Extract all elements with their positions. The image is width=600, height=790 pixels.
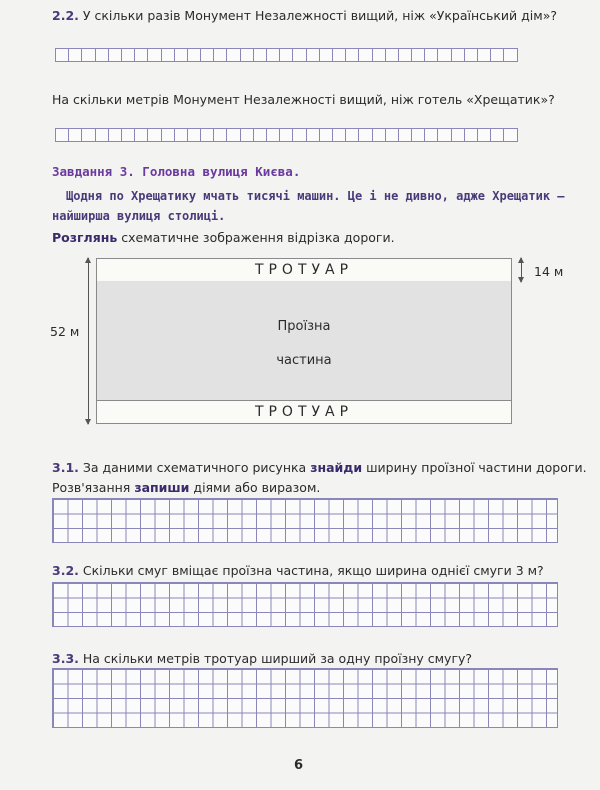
answer-cell[interactable] bbox=[95, 48, 109, 62]
answer-cell[interactable] bbox=[372, 128, 386, 142]
answer-cell[interactable] bbox=[55, 128, 69, 142]
question-2-2 bbox=[52, 8, 557, 23]
story-line-2: найширша вулиця столиці. bbox=[52, 209, 226, 223]
keyword-write: запиши bbox=[134, 480, 190, 495]
keyword-find: знайди bbox=[310, 460, 363, 475]
answer-cell[interactable] bbox=[464, 48, 478, 62]
answer-cell[interactable] bbox=[174, 128, 188, 142]
answer-cell[interactable] bbox=[68, 128, 82, 142]
answer-cell[interactable] bbox=[279, 48, 293, 62]
answer-cell[interactable] bbox=[226, 128, 240, 142]
answer-grid-3-1[interactable] bbox=[52, 498, 558, 543]
question-text: Скільки смуг вміщає проїзна частина, якщо ширина однієї смуги 3 м? bbox=[78, 563, 544, 578]
answer-cell[interactable] bbox=[477, 48, 491, 62]
instruction bbox=[52, 230, 395, 245]
answer-cell[interactable] bbox=[437, 48, 451, 62]
carriageway-label-1: Проїзна bbox=[277, 319, 331, 334]
answer-cell[interactable] bbox=[55, 48, 69, 62]
task-title: Завдання 3. Головна вулиця Києва. bbox=[52, 164, 301, 179]
question-text: За даними схематичного рисунка bbox=[78, 460, 311, 475]
question-text: Розв'язання bbox=[52, 480, 135, 495]
answer-cell[interactable] bbox=[81, 128, 95, 142]
answer-cell[interactable] bbox=[451, 128, 465, 142]
answer-cells-1[interactable] bbox=[56, 48, 518, 62]
answer-cell[interactable] bbox=[358, 128, 372, 142]
answer-cell[interactable] bbox=[187, 128, 201, 142]
question-3-1 bbox=[52, 460, 587, 475]
answer-cell[interactable] bbox=[464, 128, 478, 142]
answer-cell[interactable] bbox=[187, 48, 201, 62]
answer-cell[interactable] bbox=[411, 128, 425, 142]
answer-cell[interactable] bbox=[319, 48, 333, 62]
answer-cell[interactable] bbox=[332, 48, 346, 62]
answer-cell[interactable] bbox=[213, 48, 227, 62]
answer-cell[interactable] bbox=[345, 128, 359, 142]
question-number: 3.1. bbox=[52, 460, 79, 475]
answer-cell[interactable] bbox=[213, 128, 227, 142]
answer-cell[interactable] bbox=[490, 48, 504, 62]
answer-cell[interactable] bbox=[503, 128, 517, 142]
answer-cell[interactable] bbox=[226, 48, 240, 62]
sidewalk-width-label: 14 м bbox=[534, 264, 564, 279]
answer-cell[interactable] bbox=[161, 128, 175, 142]
road-diagram bbox=[96, 258, 512, 424]
question-2-2-b: На скільки метрів Монумент Незалежності вищий, ніж готель «Хрещатик»? bbox=[52, 92, 555, 107]
answer-cell[interactable] bbox=[121, 48, 135, 62]
question-text: На скільки метрів тротуар ширший за одну проїзну смугу? bbox=[78, 651, 473, 666]
answer-cell[interactable] bbox=[95, 128, 109, 142]
answer-cell[interactable] bbox=[437, 128, 451, 142]
answer-cell[interactable] bbox=[385, 128, 399, 142]
answer-cell[interactable] bbox=[240, 128, 254, 142]
answer-cell[interactable] bbox=[477, 128, 491, 142]
answer-cell[interactable] bbox=[253, 128, 267, 142]
answer-cell[interactable] bbox=[319, 128, 333, 142]
question-text: діями або виразом. bbox=[189, 480, 321, 495]
answer-grid-3-2[interactable] bbox=[52, 582, 558, 627]
answer-cell[interactable] bbox=[490, 128, 504, 142]
answer-cell[interactable] bbox=[451, 48, 465, 62]
answer-cell[interactable] bbox=[358, 48, 372, 62]
question-number: 3.3. bbox=[52, 651, 79, 666]
answer-cell[interactable] bbox=[253, 48, 267, 62]
question-text: ширину проїзної частини дороги. bbox=[362, 460, 587, 475]
answer-cell[interactable] bbox=[398, 128, 412, 142]
answer-cell[interactable] bbox=[147, 48, 161, 62]
answer-cell[interactable] bbox=[279, 128, 293, 142]
answer-cell[interactable] bbox=[424, 128, 438, 142]
answer-cell[interactable] bbox=[200, 48, 214, 62]
sidewalk-width-arrow bbox=[521, 258, 522, 282]
question-number: 3.2. bbox=[52, 563, 79, 578]
answer-cell[interactable] bbox=[200, 128, 214, 142]
total-width-label: 52 м bbox=[50, 324, 80, 339]
answer-cell[interactable] bbox=[385, 48, 399, 62]
answer-cell[interactable] bbox=[240, 48, 254, 62]
answer-cell[interactable] bbox=[161, 48, 175, 62]
total-width-arrow bbox=[88, 258, 89, 424]
instruction-text: схематичне зображення відрізка дороги. bbox=[117, 230, 395, 245]
answer-cell[interactable] bbox=[108, 128, 122, 142]
answer-cells-2[interactable] bbox=[56, 128, 518, 142]
answer-cell[interactable] bbox=[292, 48, 306, 62]
answer-cell[interactable] bbox=[411, 48, 425, 62]
page-number: 6 bbox=[294, 758, 304, 773]
question-text: У скільки разів Монумент Незалежності вищий, ніж «Український дім»? bbox=[82, 8, 557, 23]
answer-cell[interactable] bbox=[174, 48, 188, 62]
answer-cell[interactable] bbox=[372, 48, 386, 62]
answer-cell[interactable] bbox=[332, 128, 346, 142]
answer-cell[interactable] bbox=[108, 48, 122, 62]
story-line-1: Щодня по Хрещатику мчать тисячі машин. Це і не дивно, адже Хрещатик — bbox=[66, 189, 565, 203]
question-3-3 bbox=[52, 651, 472, 666]
question-number: 2.2. bbox=[52, 8, 79, 23]
answer-cell[interactable] bbox=[147, 128, 161, 142]
answer-cell[interactable] bbox=[81, 48, 95, 62]
sidewalk-top: ТРОТУАР bbox=[97, 259, 511, 282]
answer-cell[interactable] bbox=[266, 48, 280, 62]
answer-cell[interactable] bbox=[345, 48, 359, 62]
answer-cell[interactable] bbox=[134, 48, 148, 62]
carriageway bbox=[97, 281, 511, 401]
answer-grid-3-3[interactable] bbox=[52, 668, 558, 728]
answer-cell[interactable] bbox=[424, 48, 438, 62]
answer-cell[interactable] bbox=[292, 128, 306, 142]
question-3-2 bbox=[52, 563, 544, 578]
answer-cell[interactable] bbox=[306, 48, 320, 62]
answer-cell[interactable] bbox=[306, 128, 320, 142]
instruction-keyword: Розглянь bbox=[52, 230, 118, 245]
answer-cell[interactable] bbox=[266, 128, 280, 142]
answer-cell[interactable] bbox=[134, 128, 148, 142]
answer-cell[interactable] bbox=[68, 48, 82, 62]
carriageway-label-2: частина bbox=[276, 353, 332, 368]
answer-cell[interactable] bbox=[121, 128, 135, 142]
question-3-1-line2 bbox=[52, 480, 320, 495]
sidewalk-bottom: ТРОТУАР bbox=[97, 400, 511, 423]
answer-cell[interactable] bbox=[398, 48, 412, 62]
answer-cell[interactable] bbox=[503, 48, 517, 62]
